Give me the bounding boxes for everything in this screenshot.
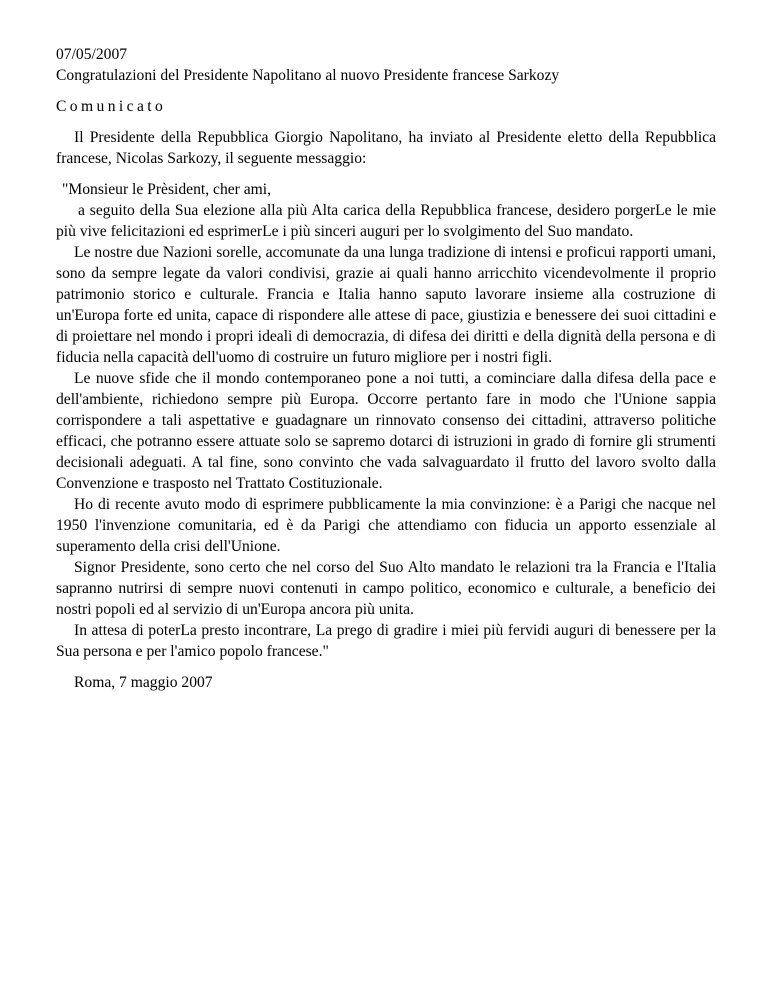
- intro-paragraph: Il Presidente della Repubblica Giorgio Napolitano, ha inviato al Presidente eletto della Repubblica francese, Nicolas Sarkozy, il seguente messaggio:: [56, 129, 716, 167]
- message-paragraph: In attesa di poterLa presto incontrare, La prego di gradire i miei più fervidi auguri di benessere per la Sua persona e per l'amico popolo francese.": [56, 622, 716, 660]
- document-title: Congratulazioni del Presidente Napolitano al nuovo Presidente francese Sarkozy: [56, 67, 560, 84]
- message-paragraph: a seguito della Sua elezione alla più Alta carica della Repubblica francese, desidero porgerLe le mie più vive felicitazioni ed esprimerLe i più sinceri auguri per lo svolgimento del Suo mandato.: [56, 202, 716, 240]
- message-salutation: "Monsieur le Prèsident, cher ami,: [62, 181, 272, 198]
- message-paragraph: Le nostre due Nazioni sorelle, accomunate da una lunga tradizione di intensi e proficui rapporti umani, sono da sempre legate da valori condivisi, grazie ai quali hanno arricchito vicendevolmente il proprio patrimonio storico e culturale. Francia e Italia hanno saputo lavorare insieme alla costruzione di un'Europa forte ed unita, capace di rispondere alle attese di pace, giustizia e benessere dei suoi cittadini e di proiettare nel mondo i propri ideali di democrazia, di difesa dei diritti e della dignità della persona e di fiducia nella capacità dell'uomo di costruire un futuro migliore per i nostri figli.: [56, 244, 716, 366]
- closing-place-date: Roma, 7 maggio 2007: [74, 674, 213, 691]
- section-label: Comunicato: [56, 98, 167, 115]
- message-paragraph: Ho di recente avuto modo di esprimere pubblicamente la mia convinzione: è a Parigi che nacque nel 1950 l'invenzione comunitaria, ed è da Parigi che attendiamo con fiducia un apporto essenziale al superamento della crisi dell'Unione.: [56, 496, 716, 555]
- message-body: [56, 179, 716, 662]
- document-date: 07/05/2007: [56, 46, 128, 63]
- document-page: [56, 44, 716, 693]
- message-paragraph: Le nuove sfide che il mondo contemporaneo pone a noi tutti, a cominciare dalla difesa della pace e dell'ambiente, richiedono sempre più Europa. Occorre pertanto fare in modo che l'Unione sappia corrispondere a tali aspettative e guadagnare un rinnovato consenso dei cittadini, attraverso politiche efficaci, che potranno essere attuate solo se sapremo dotarci di istruzioni in grado di fornire gli strumenti decisionali adeguati. A tal fine, sono convinto che vada salvaguardato il frutto del lavoro svolto dalla Convenzione e trasposto nel Trattato Costituzionale.: [56, 370, 716, 492]
- message-paragraph: Signor Presidente, sono certo che nel corso del Suo Alto mandato le relazioni tra la Francia e l'Italia sapranno nutrirsi di sempre nuovi contenuti in campo politico, economico e culturale, a beneficio dei nostri popoli ed al servizio di un'Europa ancora più unita.: [56, 559, 716, 618]
